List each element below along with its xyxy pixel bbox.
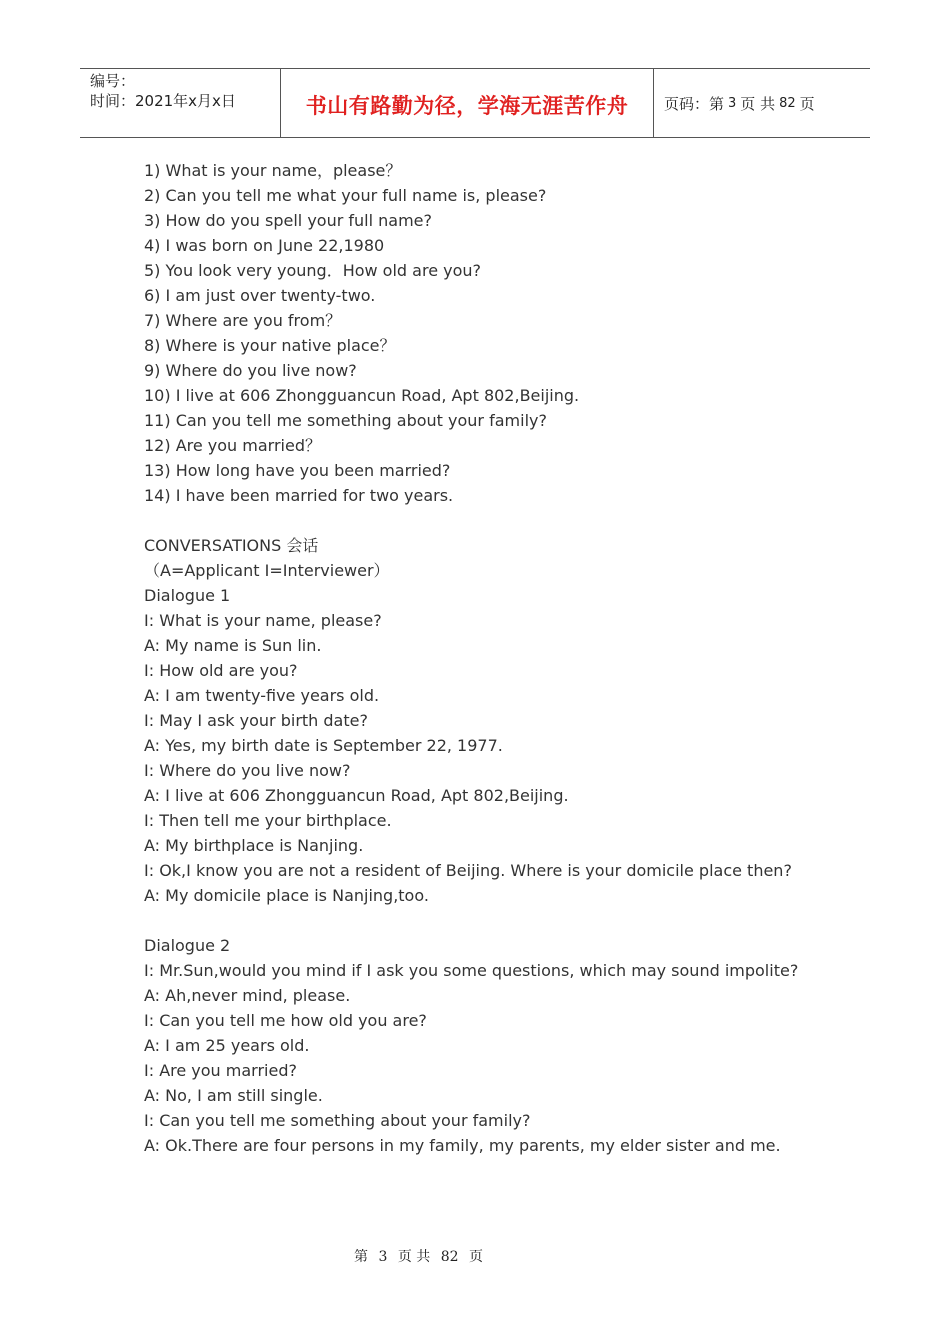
dialogue-line: A: I am 25 years old.: [144, 1036, 310, 1055]
document-body: [144, 158, 805, 1158]
dialogue-line: A: No, I am still single.: [144, 1086, 323, 1105]
page-header: [80, 68, 870, 138]
dialogue-line: I: Ok,I know you are not a resident of Beijing. Where is your domicile place then?: [144, 861, 792, 880]
question-line: 12) Are you married？: [144, 436, 321, 455]
dialogue-line: I: How old are you?: [144, 661, 298, 680]
footer-mid: 页 共: [397, 1249, 431, 1265]
dialogue-line: A: I live at 606 Zhongguancun Road, Apt 802,Beijing.: [144, 786, 569, 805]
dialogue-line: I: Can you tell me how old you are?: [144, 1011, 427, 1030]
dialogue-line: I: Where do you live now?: [144, 761, 351, 780]
dialogue-line: A: My name is Sun lin.: [144, 636, 322, 655]
conversations-title: CONVERSATIONS 会话: [144, 536, 319, 555]
header-page-number: 3: [728, 95, 737, 111]
dialogue-line: I: Mr.Sun,would you mind if I ask you some questions, which may sound impolite?: [144, 961, 799, 980]
dialogue-line: A: Yes, my birth date is September 22, 1977.: [144, 736, 503, 755]
question-line: 13) How long have you been married?: [144, 461, 451, 480]
question-line: 8) Where is your native place？: [144, 336, 396, 355]
dialogue-line: A: I am twenty-five years old.: [144, 686, 380, 705]
footer-suffix: 页: [469, 1249, 483, 1265]
header-page-total: 82: [779, 95, 796, 111]
dialogue-line: A: My birthplace is Nanjing.: [144, 836, 364, 855]
header-left-cell: [80, 69, 281, 137]
question-line: 3) How do you spell your full name?: [144, 211, 433, 230]
question-line: 14) I have been married for two years.: [144, 486, 454, 505]
question-line: 5) You look very young．How old are you?: [144, 261, 482, 280]
question-line: 1) What is your name，please？: [144, 161, 402, 180]
dialogue-1-title: Dialogue 1: [144, 586, 231, 605]
dialogue-line: I: Then tell me your birthplace.: [144, 811, 392, 830]
dialogue-line: A: My domicile place is Nanjing,too.: [144, 886, 429, 905]
dialogue-line: I: What is your name, please?: [144, 611, 382, 630]
dialogue-line: A: Ok.There are four persons in my family, my parents, my elder sister and me.: [144, 1136, 781, 1155]
conversations-legend: （A=Applicant I=Interviewer）: [144, 561, 390, 580]
question-line: 10) I live at 606 Zhongguancun Road, Apt 802,Beijing.: [144, 386, 580, 405]
footer-page-number: 3: [378, 1249, 388, 1265]
dialogue-line: I: Are you married?: [144, 1061, 297, 1080]
spacer: [144, 908, 805, 933]
footer-page-total: 82: [440, 1249, 459, 1265]
header-motto: 书山有路勤为径，学海无涯苦作舟: [281, 69, 654, 137]
question-line: 11) Can you tell me something about your family?: [144, 411, 547, 430]
footer-prefix: 第: [353, 1249, 368, 1265]
question-line: 2) Can you tell me what your full name is, please?: [144, 186, 547, 205]
header-page-prefix: 页码：第: [664, 94, 725, 113]
page-footer: [0, 1246, 950, 1266]
header-page-suffix: 页: [799, 94, 815, 113]
question-line: 7) Where are you from？: [144, 311, 342, 330]
time-label: 时间：2021年x月x日: [90, 92, 236, 110]
dialogue-line: A: Ah,never mind, please.: [144, 986, 351, 1005]
dialogue-line: I: Can you tell me something about your family?: [144, 1111, 531, 1130]
code-label: 编号：: [90, 72, 136, 90]
header-page-info: [654, 69, 870, 137]
spacer: [144, 508, 805, 533]
dialogue-2-title: Dialogue 2: [144, 936, 231, 955]
header-page-mid: 页 共: [740, 94, 776, 113]
question-line: 9) Where do you live now?: [144, 361, 357, 380]
question-line: 4) I was born on June 22,1980: [144, 236, 385, 255]
dialogue-line: I: May I ask your birth date?: [144, 711, 368, 730]
question-line: 6) I am just over twenty-two.: [144, 286, 376, 305]
